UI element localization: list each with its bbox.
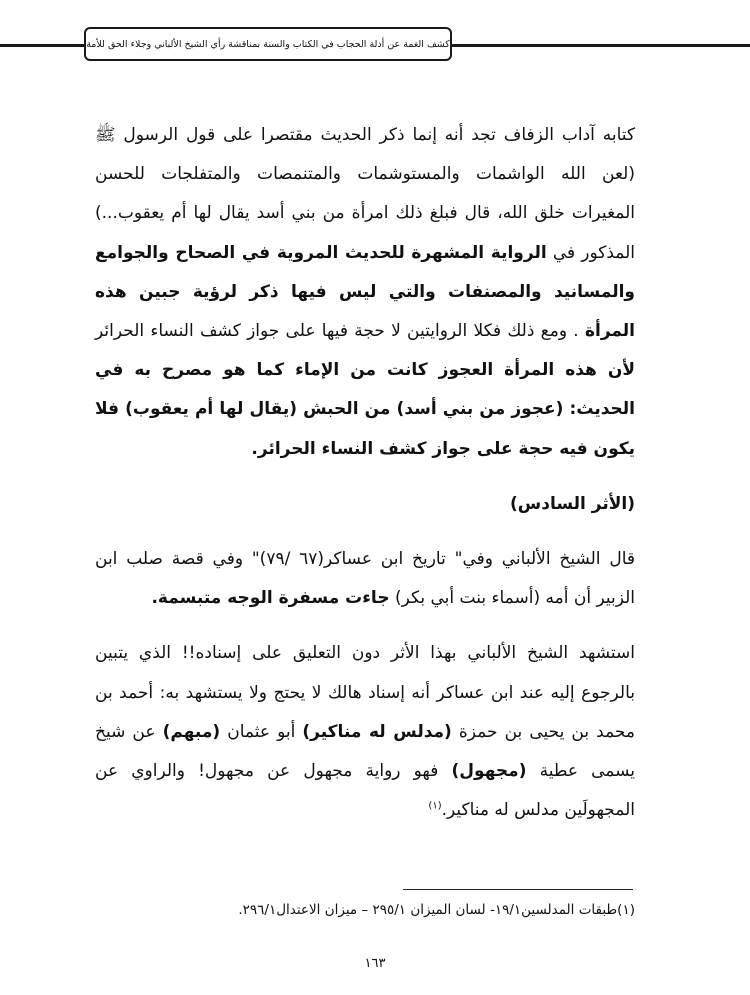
- footnote-separator: [403, 889, 633, 890]
- paragraph-1-bold-b: لأن هذه المرأة العجوز كانت من الإماء كما هو مصرح به في الحديث: (عجوز من بني أسد) من الحبش (يقال لها أم يعقوب) فلا يكون فيه حجة على جواز كشف النساء الحرائر.: [95, 360, 635, 459]
- paragraph-3-bold-b: (مبهم): [162, 721, 221, 742]
- paragraph-1-bold-a: الرواية المشهرة للحديث المروية في الصحاح والجوامع والمسانيد والمصنفات والتي ليس فيها ذكر لرؤية جبين هذه المرأة: [95, 242, 635, 342]
- section-heading: (الأثر السادس): [510, 493, 635, 514]
- paragraph-2: [95, 540, 635, 618]
- paragraph-1-text-a: كتابه آداب الزفاف تجد أنه إنما ذكر الحديث مقتصرا على قول الرسول ﷺ (لعن الله الواشمات والمستوشمات والمتنمصات والمتفلجات للحسن المغيرات خلق الله، قال فبلغ ذلك امرأة من بني أسد يقال لها أم يعقوب...) المذكور في: [95, 125, 636, 263]
- paragraph-3-text-d: فهو رواية مجهول عن مجهول! والراوي عن المجهولَين مدلس له مناكير.: [95, 761, 635, 821]
- paragraph-3-text-c: عن شيخ يسمى عطية: [95, 721, 635, 782]
- page-number: ١٦٣: [364, 956, 386, 971]
- footnote-reference[interactable]: (١): [428, 800, 442, 812]
- footnote: (١)طبقات المدلسين١٩/١- لسان الميزان ٢٩٥/١ – ميزان الاعتدال٢٩٦/١.: [238, 902, 635, 918]
- book-title: كشف الغمة عن أدلة الحجاب في الكتاب والسنة بمناقشة رأي الشيخ الألباني وجلاء الحق للأمة: [86, 38, 450, 50]
- page-body: [95, 116, 635, 830]
- paragraph-2-text: قال الشيخ الألباني وفي" تاريخ ابن عساكر(٦٧ /٧٩)" وفي قصة صلب ابن الزبير أن أمه (أسماء بنت أبي بكر): [95, 549, 635, 609]
- paragraph-3-text-a: استشهد الشيخ الألباني بهذا الأثر دون التعليق على إسناده!! الذي يتبين بالرجوع إليه عند ابن عساكر أنه إسناد هالك لا يحتج ولا يستشهد به: أحمد بن محمد بن يحيى بن حمزة: [95, 643, 635, 742]
- paragraph-1-text-b: . ومع ذلك فكلا الروايتين لا حجة فيها على جواز كشف النساء الحرائر: [95, 321, 585, 342]
- paragraph-3: [95, 634, 635, 830]
- paragraph-3-bold-c: (مجهول): [451, 761, 527, 782]
- running-header: [84, 27, 452, 61]
- paragraph-2-bold: جاءت مسفرة الوجه متبسمة.: [151, 588, 390, 609]
- paragraph-1: [95, 116, 635, 469]
- paragraph-3-bold-a: (مدلس له مناكير): [302, 721, 452, 742]
- paragraph-3-text-b: أبو عثمان: [220, 721, 303, 742]
- header-rule-left: [0, 44, 86, 47]
- header-rule-right: [452, 44, 750, 47]
